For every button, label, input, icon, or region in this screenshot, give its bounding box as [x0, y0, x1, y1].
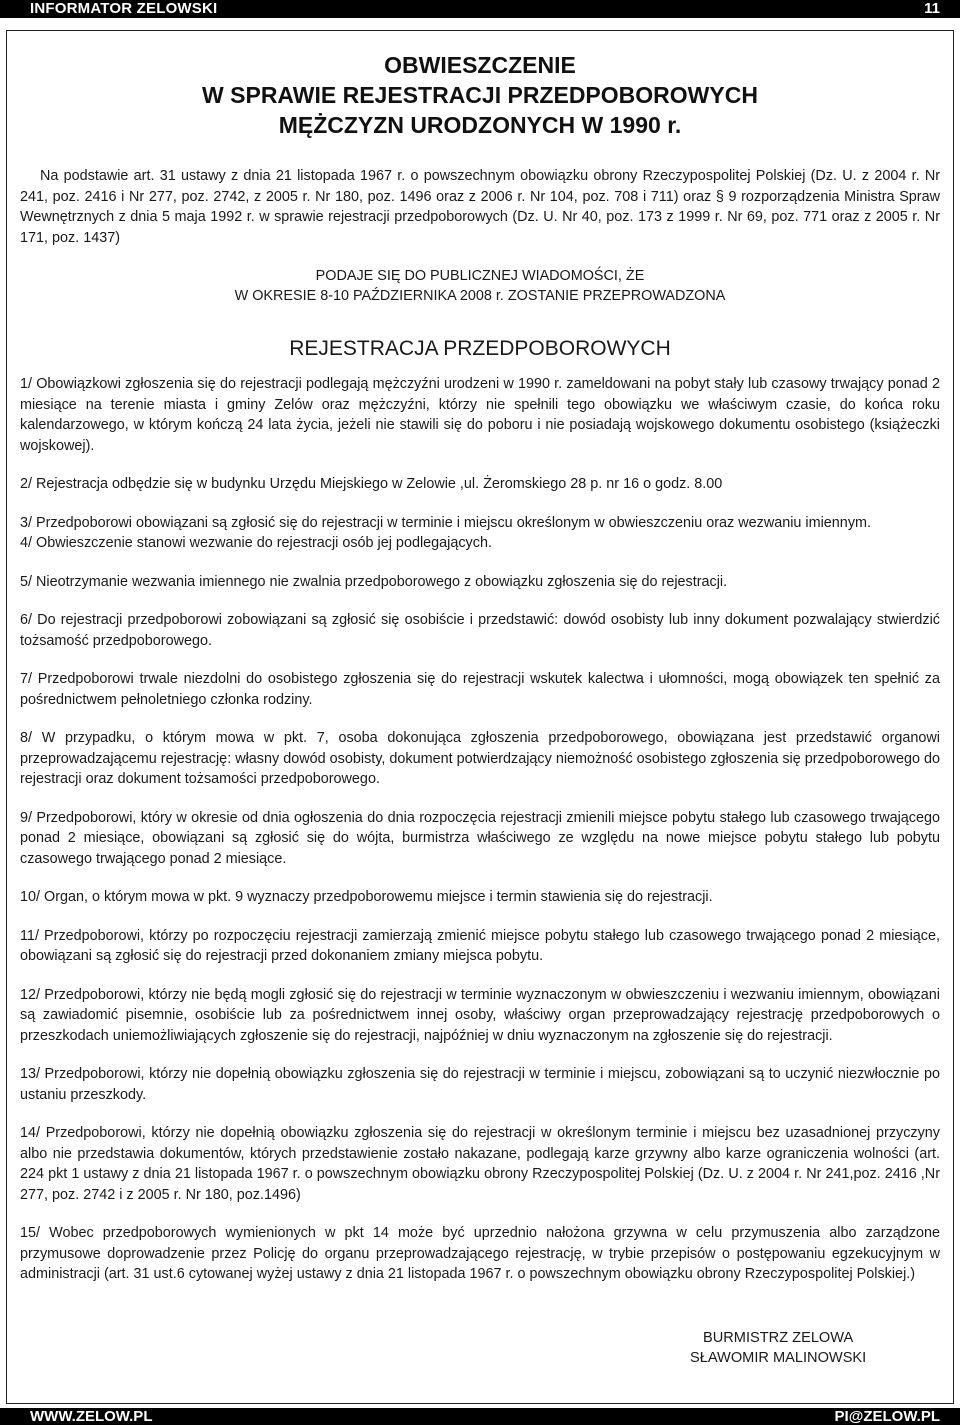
publication-name: INFORMATOR ZELOWSKI: [30, 0, 218, 17]
notice-title: [20, 50, 940, 140]
notice-item: 5/ Nieotrzymanie wezwania imiennego nie zwalnia przedpoborowego z obowiązku zgłoszenia się do rejestracji.: [20, 573, 728, 590]
notice-item: 1/ Obowiązkowi zgłoszenia się do rejestracji podlegają mężczyźni urodzeni w 1990 r. zameldowani na pobyt stały lub czasowy trwający ponad 2 miesiące na terenie miasta i gminy Zelów oraz mężczyźni, którzy nie spełnili tego obowiązku we właściwym czasie, do końca roku kalendarzowego, w którym kończą 24 lata życia, jeżeli nie stawili się do poboru i nie posiadają wojskowego dokumentu osobistego (książeczki wojskowej).: [20, 376, 940, 454]
notice-item: 7/ Przedpoborowi trwale niezdolni do osobistego zgłoszenia się do rejestracji wskutek kalectwa i ułomności, mogą obowiązek ten spełnić za pośrednictwem pełnoletniego członka rodziny.: [20, 671, 940, 708]
footer-website-link[interactable]: WWW.ZELOW.PL: [30, 1408, 153, 1425]
signature-title: BURMISTRZ ZELOWA: [702, 1330, 854, 1346]
page-header-bar: [0, 0, 960, 18]
page-footer-bar: [0, 1408, 960, 1425]
title-line-2: W SPRAWIE REJESTRACJI PRZEDPOBOROWYCH: [202, 82, 758, 108]
notice-item: 9/ Przedpoborowi, który w okresie od dnia ogłoszenia do dnia rozpoczęcia rejestracji zmienili miejsce pobytu stałego lub czasowego trwającego ponad 2 miesiące, obowiązani są zgłosić się do wójta, burmistrza właściwego ze względu na nowe miejsce pobytu stałego lub pobytu czasowego trwającego ponad 2 miesiące.: [20, 809, 940, 867]
notice-item: 2/ Rejestracja odbędzie się w budynku Urzędu Miejskiego w Zelowie ,ul. Żeromskiego 28 p. nr 16 o godz. 8.00: [20, 476, 723, 492]
legal-basis-text: Na podstawie art. 31 ustawy z dnia 21 listopada 1967 r. o powszechnym obowiązku obrony Rzeczypospolitej Polskiej (Dz. U. z 2004 r. Nr 241, poz. 2416 i Nr 277, poz. 2742, z 2005 r. Nr 180, poz. 1496 oraz z 2006 r. Nr 104, poz. 708 i 711) oraz § 9 rozporządzenia Ministra Spraw Wewnętrznych z dnia 5 maja 1992 r. w sprawie rejestracji przedpoborowych (Dz. U. Nr 40, poz. 173 z 1999 r. Nr 69, poz. 771 oraz z 2005 r. Nr 171, poz. 1437): [20, 168, 940, 246]
notice-item: 15/ Wobec przedpoborowych wymienionych w pkt 14 może być uprzednio nałożona grzywna w celu przymuszenia albo zarządzone przymusowe doprowadzenie przez Policję do organu przeprowadzającego rejestrację, w trybie przepisów o postępowaniu egzekucyjnym w administracji (art. 31 ust.6 cytowanej wyżej ustawy z dnia 21 listopada 1967 r. o powszechnym obowiązku obrony Rzeczypospolitej Polskiej.): [20, 1225, 940, 1282]
announcement: [20, 266, 940, 306]
footer-email-link[interactable]: PI@ZELOW.PL: [834, 1408, 940, 1425]
title-line-1: OBWIESZCZENIE: [384, 52, 576, 78]
notice-item: 11/ Przedpoborowi, którzy po rozpoczęciu rejestracji zamierzają zmienić miejsce pobytu stałego lub czasowego trwającego ponad 2 miesiące, obowiązani są zgłosić się do rejestracji przed dokonaniem zmiany miejsca pobytu.: [20, 927, 940, 964]
legal-basis-paragraph: [20, 166, 940, 248]
announcement-line-2: W OKRESIE 8-10 PAŹDZIERNIKA 2008 r. ZOSTANIE PRZEPROWADZONA: [234, 288, 726, 304]
section-heading: REJESTRACJA PRZEDPOBOROWYCH: [289, 337, 671, 360]
page-number: 11: [924, 0, 940, 17]
signature-name: SŁAWOMIR MALINOWSKI: [690, 1350, 867, 1366]
notice-item: 8/ W przypadku, o którym mowa w pkt. 7, osoba dokonująca zgłoszenia przedpoborowego, obowiązana jest przedstawić organowi przeprowadzającemu rejestrację: własny dowód osobisty, dokument potwierdzający niemożność osobistego zgłoszenia się przedpoborowego do rejestracji oraz dokument tożsamości przedpoborowego.: [20, 730, 940, 787]
notice-content: [20, 50, 940, 1285]
notice-item: 4/ Obwieszczenie stanowi wezwanie do rejestracji osób jej podlegających.: [20, 535, 492, 551]
notice-item: 13/ Przedpoborowi, którzy nie dopełnią obowiązku zgłoszenia się do rejestracji w terminie i miejscu, zobowiązani są to uczynić niezwłocznie po ustaniu przeszkody.: [20, 1066, 940, 1103]
notice-item: 12/ Przedpoborowi, którzy nie będą mogli zgłosić się do rejestracji w terminie wyznaczonym w obwieszczeniu i wezwaniu imiennym, obowiązani są zawiadomić pisemnie, osobiście lub za pośrednictwem innej osoby, właściwy organ przeprowadzający rejestrację przedpoborowych o przeszkodach uniemożliwiających zgłoszenie się do rejestracji, najpóźniej w dniu wyznaczonym na zgłoszenie się do rejestracji.: [20, 986, 940, 1044]
notice-items: [20, 374, 940, 1285]
notice-item: 6/ Do rejestracji przedpoborowi zobowiązani są zgłosić się osobiście i przedstawić: dowód osobisty lub inny dokument pozwalający stwierdzić tożsamość przedpoborowego.: [20, 612, 940, 649]
notice-item: 14/ Przedpoborowi, którzy nie dopełnią obowiązku zgłoszenia się do rejestracji w określonym terminie i miejscu bez uzasadnionej przyczyny albo nie przedstawia dokumentów, których przedstawienie zostało nakazane, podlegają karze grzywny albo karze ograniczenia wolności (art. 224 pkt 1 ustawy z dnia 21 listopada 1967 r. o powszechnym obowiązku obrony Rzeczypospolitej Polskiej (Dz. U. z 2004 r. Nr 241,poz. 2416 ,Nr 277, poz. 2742 i z 2005 r. Nr 180, poz.1496): [20, 1125, 940, 1203]
title-line-3: MĘŻCZYZN URODZONYCH W 1990 r.: [278, 112, 682, 138]
announcement-line-1: PODAJE SIĘ DO PUBLICZNEJ WIADOMOŚCI, ŻE: [315, 268, 645, 284]
notice-item: 10/ Organ, o którym mowa w pkt. 9 wyznaczy przedpoborowemu miejsce i termin stawienia się do rejestracji.: [20, 889, 713, 905]
notice-item: 3/ Przedpoborowi obowiązani są zgłosić się do rejestracji w terminie i miejscu określonym w obwieszczeniu oraz wezwaniu imiennym.: [20, 514, 871, 531]
signature-block: [690, 1328, 866, 1368]
